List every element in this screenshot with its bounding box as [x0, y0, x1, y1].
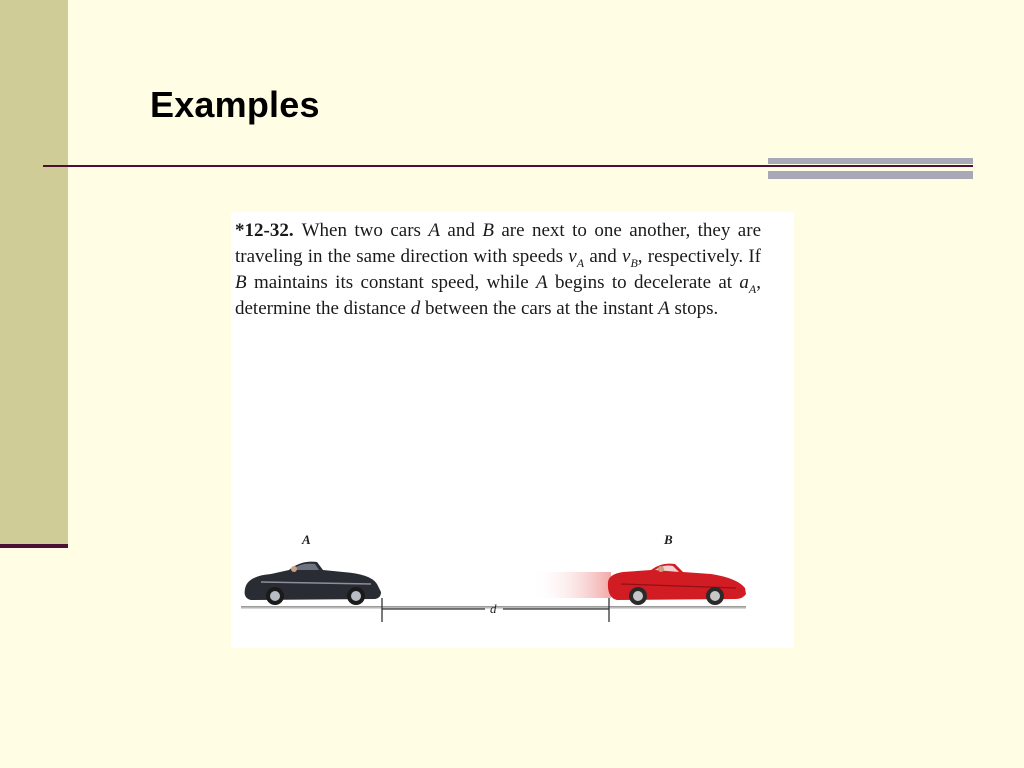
distance-dimension	[382, 598, 609, 622]
motion-blur	[531, 572, 611, 598]
problem-text-fragment: , determine the distance	[235, 272, 761, 319]
distance-label: d	[490, 601, 497, 616]
var-A: A	[658, 298, 670, 319]
problem-text-fragment: stops.	[669, 298, 719, 319]
car-b-label: B	[664, 532, 673, 547]
slide-title: Examples	[150, 84, 320, 125]
problem-text-fragment: maintains its constant speed, while	[246, 272, 537, 293]
cars-diagram	[231, 512, 794, 648]
problem-text-fragment: When two cars	[301, 220, 429, 241]
var-v: v	[568, 246, 577, 267]
problem-number: *12-32.	[235, 220, 294, 241]
problem-text-fragment: and	[584, 246, 622, 267]
subscript-A: A	[576, 255, 585, 270]
subscript-B: B	[630, 255, 638, 270]
subscript-A: A	[748, 281, 757, 296]
var-a: a	[739, 272, 749, 293]
problem-text-fragment: and	[439, 220, 483, 241]
var-A: A	[428, 220, 440, 241]
car-b-icon	[608, 564, 746, 605]
left-bar-accent	[0, 544, 68, 548]
var-A: A	[536, 272, 548, 293]
problem-statement	[235, 218, 761, 322]
problem-text-fragment: begins to decelerate at	[547, 272, 740, 293]
var-B: B	[235, 272, 247, 293]
problem-text-fragment: between the cars at the instant	[420, 298, 659, 319]
var-d: d	[410, 298, 421, 319]
var-B: B	[482, 220, 494, 241]
problem-figure	[231, 212, 794, 648]
car-a-icon	[245, 562, 381, 605]
problem-text-fragment: are next to one another, they are traveling in the same direction with speeds	[235, 220, 762, 267]
left-decorative-bar	[0, 0, 68, 544]
car-a-label: A	[302, 532, 311, 547]
title-divider-accent	[768, 158, 973, 179]
problem-text-fragment: , respectively. If	[637, 246, 761, 267]
var-v: v	[622, 246, 631, 267]
